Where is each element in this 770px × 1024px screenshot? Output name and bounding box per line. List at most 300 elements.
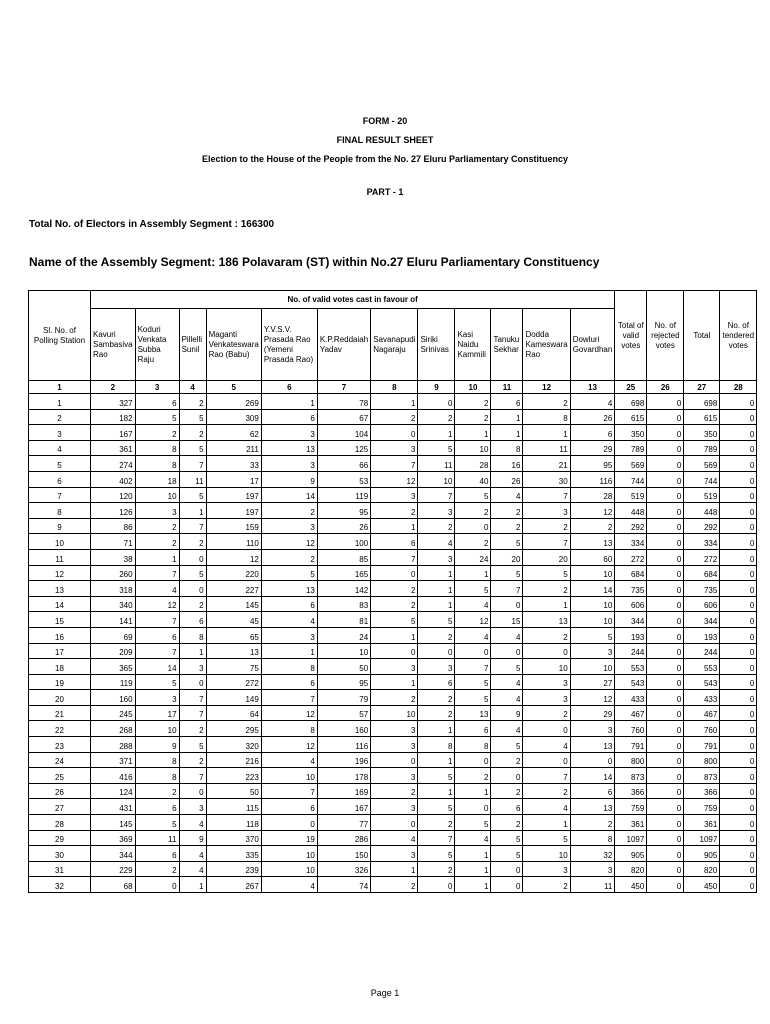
vote-count: 229 [91, 861, 136, 877]
table-row [29, 549, 757, 565]
polling-station-number: 27 [29, 799, 91, 815]
vote-count: 160 [91, 690, 136, 706]
vote-count: 0 [720, 440, 757, 456]
table-row [29, 627, 757, 643]
vote-count: 8 [135, 440, 179, 456]
vote-count: 6 [135, 846, 179, 862]
vote-count: 12 [135, 596, 179, 612]
vote-count: 13 [206, 643, 261, 659]
vote-count: 3 [371, 487, 418, 503]
vote-count: 2 [455, 534, 491, 550]
candidate-header: Y.V.S.V. Prasada Rao (Yemeni Prasada Rao) [261, 309, 317, 381]
vote-count: 119 [91, 674, 136, 690]
vote-count: 245 [91, 705, 136, 721]
vote-count: 24 [455, 549, 491, 565]
vote-count: 0 [720, 752, 757, 768]
vote-count: 0 [720, 643, 757, 659]
vote-count: 2 [523, 877, 570, 893]
table-row [29, 596, 757, 612]
vote-count: 5 [491, 846, 523, 862]
vote-count: 2 [523, 783, 570, 799]
vote-count: 0 [418, 643, 455, 659]
vote-count: 10 [523, 846, 570, 862]
vote-count: 6 [135, 394, 179, 410]
vote-count: 7 [523, 487, 570, 503]
vote-count: 197 [206, 487, 261, 503]
vote-count: 5 [418, 846, 455, 862]
vote-count: 5 [179, 737, 206, 753]
vote-count: 68 [91, 877, 136, 893]
vote-count: 2 [135, 534, 179, 550]
vote-count: 65 [206, 627, 261, 643]
vote-count: 1 [491, 425, 523, 441]
vote-count: 365 [91, 659, 136, 675]
vote-count: 17 [135, 705, 179, 721]
vote-count: 0 [720, 596, 757, 612]
vote-count: 4 [261, 877, 317, 893]
vote-count: 344 [684, 612, 720, 628]
vote-count: 344 [91, 846, 136, 862]
vote-count: 9 [179, 830, 206, 846]
vote-count: 8 [135, 752, 179, 768]
vote-count: 2 [135, 783, 179, 799]
vote-count: 160 [317, 721, 370, 737]
vote-count: 7 [179, 456, 206, 472]
vote-count: 269 [206, 394, 261, 410]
vote-count: 64 [206, 705, 261, 721]
vote-count: 2 [179, 721, 206, 737]
vote-count: 223 [206, 768, 261, 784]
table-row [29, 737, 757, 753]
vote-count: 62 [206, 425, 261, 441]
vote-count: 433 [615, 690, 647, 706]
vote-count: 361 [615, 815, 647, 831]
vote-count: 83 [317, 596, 370, 612]
vote-count: 1 [523, 425, 570, 441]
vote-count: 0 [720, 549, 757, 565]
vote-count: 227 [206, 581, 261, 597]
polling-station-number: 20 [29, 690, 91, 706]
polling-station-number: 5 [29, 456, 91, 472]
column-number: 10 [455, 381, 491, 394]
vote-count: 100 [317, 534, 370, 550]
vote-count: 1 [455, 846, 491, 862]
table-row [29, 612, 757, 628]
vote-count: 789 [684, 440, 720, 456]
vote-count: 274 [91, 456, 136, 472]
vote-count: 10 [570, 612, 615, 628]
vote-count: 6 [371, 534, 418, 550]
vote-count: 5 [179, 487, 206, 503]
vote-count: 115 [206, 799, 261, 815]
polling-station-number: 7 [29, 487, 91, 503]
vote-count: 8 [135, 768, 179, 784]
vote-count: 2 [570, 815, 615, 831]
vote-count: 2 [523, 705, 570, 721]
vote-count: 0 [720, 861, 757, 877]
vote-count: 0 [720, 830, 757, 846]
vote-count: 6 [491, 394, 523, 410]
vote-count: 10 [570, 565, 615, 581]
vote-count: 0 [455, 799, 491, 815]
vote-count: 6 [570, 783, 615, 799]
vote-count: 543 [615, 674, 647, 690]
vote-count: 167 [317, 799, 370, 815]
vote-count: 33 [206, 456, 261, 472]
vote-count: 0 [523, 752, 570, 768]
vote-count: 167 [91, 425, 136, 441]
vote-count: 2 [371, 503, 418, 519]
column-number: 5 [206, 381, 261, 394]
vote-count: 141 [91, 612, 136, 628]
vote-count: 0 [647, 596, 684, 612]
vote-count: 735 [684, 581, 720, 597]
vote-count: 1 [371, 861, 418, 877]
vote-count: 272 [206, 674, 261, 690]
vote-count: 0 [418, 877, 455, 893]
vote-count: 11 [135, 830, 179, 846]
vote-count: 211 [206, 440, 261, 456]
vote-count: 6 [261, 674, 317, 690]
vote-count: 10 [135, 487, 179, 503]
vote-count: 53 [317, 471, 370, 487]
vote-count: 77 [317, 815, 370, 831]
vote-count: 0 [720, 783, 757, 799]
vote-count: 698 [684, 394, 720, 410]
vote-count: 800 [615, 752, 647, 768]
vote-count: 9 [491, 705, 523, 721]
vote-count: 14 [135, 659, 179, 675]
vote-count: 10 [261, 768, 317, 784]
vote-count: 268 [91, 721, 136, 737]
vote-count: 12 [455, 612, 491, 628]
vote-count: 4 [491, 674, 523, 690]
candidate-header: Kavuri Sambasiva Rao [91, 309, 136, 381]
vote-count: 5 [179, 440, 206, 456]
vote-count: 350 [684, 425, 720, 441]
vote-count: 28 [570, 487, 615, 503]
vote-count: 26 [491, 471, 523, 487]
vote-count: 182 [91, 409, 136, 425]
vote-count: 1 [418, 596, 455, 612]
vote-count: 735 [615, 581, 647, 597]
vote-count: 448 [684, 503, 720, 519]
vote-count: 2 [570, 518, 615, 534]
vote-count: 7 [179, 705, 206, 721]
vote-count: 5 [455, 690, 491, 706]
vote-count: 10 [317, 643, 370, 659]
vote-count: 1097 [615, 830, 647, 846]
vote-count: 0 [720, 690, 757, 706]
total-valid-header: Total of valid votes [615, 291, 647, 381]
vote-count: 13 [570, 534, 615, 550]
vote-count: 2 [418, 409, 455, 425]
table-row [29, 643, 757, 659]
vote-count: 1097 [684, 830, 720, 846]
vote-count: 7 [179, 690, 206, 706]
column-number-row [29, 381, 757, 394]
vote-count: 3 [261, 456, 317, 472]
vote-count: 20 [523, 549, 570, 565]
vote-count: 0 [179, 581, 206, 597]
vote-count: 13 [261, 581, 317, 597]
vote-count: 0 [647, 518, 684, 534]
vote-count: 320 [206, 737, 261, 753]
vote-count: 4 [371, 830, 418, 846]
table-row [29, 846, 757, 862]
candidate-header: Maganti Venkateswara Rao (Babu) [206, 309, 261, 381]
vote-count: 145 [206, 596, 261, 612]
vote-count: 318 [91, 581, 136, 597]
vote-count: 169 [317, 783, 370, 799]
polling-station-number: 31 [29, 861, 91, 877]
vote-count: 11 [523, 440, 570, 456]
vote-count: 1 [455, 565, 491, 581]
vote-count: 2 [418, 861, 455, 877]
polling-station-number: 3 [29, 425, 91, 441]
vote-count: 569 [615, 456, 647, 472]
vote-count: 5 [491, 830, 523, 846]
vote-count: 467 [684, 705, 720, 721]
vote-count: 288 [91, 737, 136, 753]
vote-count: 40 [455, 471, 491, 487]
table-row [29, 565, 757, 581]
vote-count: 519 [684, 487, 720, 503]
vote-count: 334 [615, 534, 647, 550]
vote-count: 119 [317, 487, 370, 503]
vote-count: 2 [523, 394, 570, 410]
vote-count: 4 [261, 612, 317, 628]
vote-count: 0 [647, 643, 684, 659]
vote-count: 0 [371, 565, 418, 581]
vote-count: 292 [615, 518, 647, 534]
candidate-header: K.P.Reddaiah Yadav [317, 309, 370, 381]
vote-count: 292 [684, 518, 720, 534]
vote-count: 791 [684, 737, 720, 753]
vote-count: 118 [206, 815, 261, 831]
polling-station-number: 28 [29, 815, 91, 831]
vote-count: 0 [720, 456, 757, 472]
vote-count: 5 [455, 581, 491, 597]
vote-count: 760 [615, 721, 647, 737]
vote-count: 0 [647, 768, 684, 784]
vote-count: 1 [418, 721, 455, 737]
table-row [29, 705, 757, 721]
candidate-header: Tanuku Sekhar [491, 309, 523, 381]
vote-count: 126 [91, 503, 136, 519]
vote-count: 38 [91, 549, 136, 565]
vote-count: 2 [371, 690, 418, 706]
vote-count: 7 [135, 565, 179, 581]
vote-count: 8 [418, 737, 455, 753]
vote-count: 2 [371, 596, 418, 612]
vote-count: 698 [615, 394, 647, 410]
table-row [29, 581, 757, 597]
vote-count: 209 [91, 643, 136, 659]
vote-count: 0 [720, 627, 757, 643]
vote-count: 0 [647, 581, 684, 597]
vote-count: 3 [523, 674, 570, 690]
vote-count: 0 [720, 487, 757, 503]
vote-count: 7 [261, 783, 317, 799]
vote-count: 0 [647, 409, 684, 425]
vote-count: 13 [570, 737, 615, 753]
vote-count: 0 [647, 674, 684, 690]
vote-count: 12 [261, 705, 317, 721]
vote-count: 789 [615, 440, 647, 456]
candidate-header: Koduri Venkata Subba Raju [135, 309, 179, 381]
vote-count: 67 [317, 409, 370, 425]
vote-count: 0 [179, 674, 206, 690]
vote-count: 553 [615, 659, 647, 675]
vote-count: 0 [647, 799, 684, 815]
vote-count: 142 [317, 581, 370, 597]
polling-station-number: 2 [29, 409, 91, 425]
vote-count: 3 [179, 659, 206, 675]
vote-count: 6 [418, 674, 455, 690]
vote-count: 0 [720, 674, 757, 690]
table-row [29, 877, 757, 893]
vote-count: 0 [371, 752, 418, 768]
vote-count: 1 [455, 861, 491, 877]
vote-count: 16 [491, 456, 523, 472]
vote-count: 1 [455, 877, 491, 893]
vote-count: 75 [206, 659, 261, 675]
polling-station-number: 24 [29, 752, 91, 768]
vote-count: 327 [91, 394, 136, 410]
candidate-header: Kasi Naidu Kammili [455, 309, 491, 381]
vote-count: 0 [261, 815, 317, 831]
table-row [29, 830, 757, 846]
vote-count: 759 [684, 799, 720, 815]
form-number: FORM - 20 [362, 116, 408, 126]
vote-count: 10 [523, 659, 570, 675]
vote-count: 57 [317, 705, 370, 721]
vote-count: 2 [491, 815, 523, 831]
vote-count: 7 [455, 659, 491, 675]
vote-count: 2 [179, 394, 206, 410]
vote-count: 10 [135, 721, 179, 737]
vote-count: 0 [455, 518, 491, 534]
vote-count: 5 [491, 659, 523, 675]
polling-station-number: 16 [29, 627, 91, 643]
vote-count: 10 [261, 861, 317, 877]
vote-count: 0 [647, 705, 684, 721]
vote-count: 4 [491, 721, 523, 737]
vote-count: 0 [179, 783, 206, 799]
vote-count: 78 [317, 394, 370, 410]
table-row [29, 425, 757, 441]
vote-count: 402 [91, 471, 136, 487]
vote-count: 110 [206, 534, 261, 550]
vote-count: 0 [647, 752, 684, 768]
vote-count: 0 [647, 690, 684, 706]
vote-count: 0 [647, 456, 684, 472]
table-row [29, 440, 757, 456]
vote-count: 744 [615, 471, 647, 487]
vote-count: 6 [455, 721, 491, 737]
vote-count: 0 [647, 440, 684, 456]
vote-count: 1 [418, 752, 455, 768]
vote-count: 295 [206, 721, 261, 737]
vote-count: 0 [647, 487, 684, 503]
vote-count: 220 [206, 565, 261, 581]
vote-count: 5 [371, 612, 418, 628]
vote-count: 29 [570, 440, 615, 456]
vote-count: 0 [720, 471, 757, 487]
vote-count: 0 [720, 799, 757, 815]
vote-count: 95 [317, 674, 370, 690]
vote-count: 8 [455, 737, 491, 753]
polling-station-number: 13 [29, 581, 91, 597]
vote-count: 0 [720, 846, 757, 862]
vote-count: 7 [179, 518, 206, 534]
vote-count: 11 [570, 877, 615, 893]
column-number: 26 [647, 381, 684, 394]
vote-count: 12 [261, 534, 317, 550]
vote-count: 197 [206, 503, 261, 519]
vote-count: 120 [91, 487, 136, 503]
vote-count: 1 [261, 394, 317, 410]
vote-count: 0 [647, 815, 684, 831]
vote-count: 366 [615, 783, 647, 799]
table-row [29, 768, 757, 784]
vote-count: 416 [91, 768, 136, 784]
vote-count: 14 [261, 487, 317, 503]
vote-count: 0 [523, 721, 570, 737]
vote-count: 7 [523, 534, 570, 550]
vote-count: 5 [523, 565, 570, 581]
vote-count: 684 [684, 565, 720, 581]
vote-count: 369 [91, 830, 136, 846]
column-number: 12 [523, 381, 570, 394]
vote-count: 2 [179, 752, 206, 768]
vote-count: 11 [179, 471, 206, 487]
polling-station-number: 10 [29, 534, 91, 550]
vote-count: 5 [455, 815, 491, 831]
vote-count: 0 [647, 549, 684, 565]
column-number: 4 [179, 381, 206, 394]
vote-count: 0 [720, 612, 757, 628]
vote-count: 4 [523, 737, 570, 753]
vote-count: 3 [261, 425, 317, 441]
vote-count: 873 [684, 768, 720, 784]
column-number: 11 [491, 381, 523, 394]
polling-station-number: 1 [29, 394, 91, 410]
vote-count: 12 [206, 549, 261, 565]
vote-count: 2 [371, 783, 418, 799]
vote-count: 2 [455, 409, 491, 425]
vote-count: 1 [179, 877, 206, 893]
vote-count: 0 [647, 659, 684, 675]
vote-count: 820 [684, 861, 720, 877]
vote-count: 6 [179, 612, 206, 628]
vote-count: 0 [647, 425, 684, 441]
vote-count: 26 [570, 409, 615, 425]
column-number: 3 [135, 381, 179, 394]
vote-count: 116 [570, 471, 615, 487]
vote-count: 0 [135, 877, 179, 893]
vote-count: 8 [135, 456, 179, 472]
vote-count: 5 [261, 565, 317, 581]
vote-count: 905 [684, 846, 720, 862]
vote-count: 1 [418, 425, 455, 441]
vote-count: 370 [206, 830, 261, 846]
vote-count: 5 [135, 409, 179, 425]
vote-count: 5 [179, 409, 206, 425]
vote-count: 7 [523, 768, 570, 784]
vote-count: 4 [179, 815, 206, 831]
